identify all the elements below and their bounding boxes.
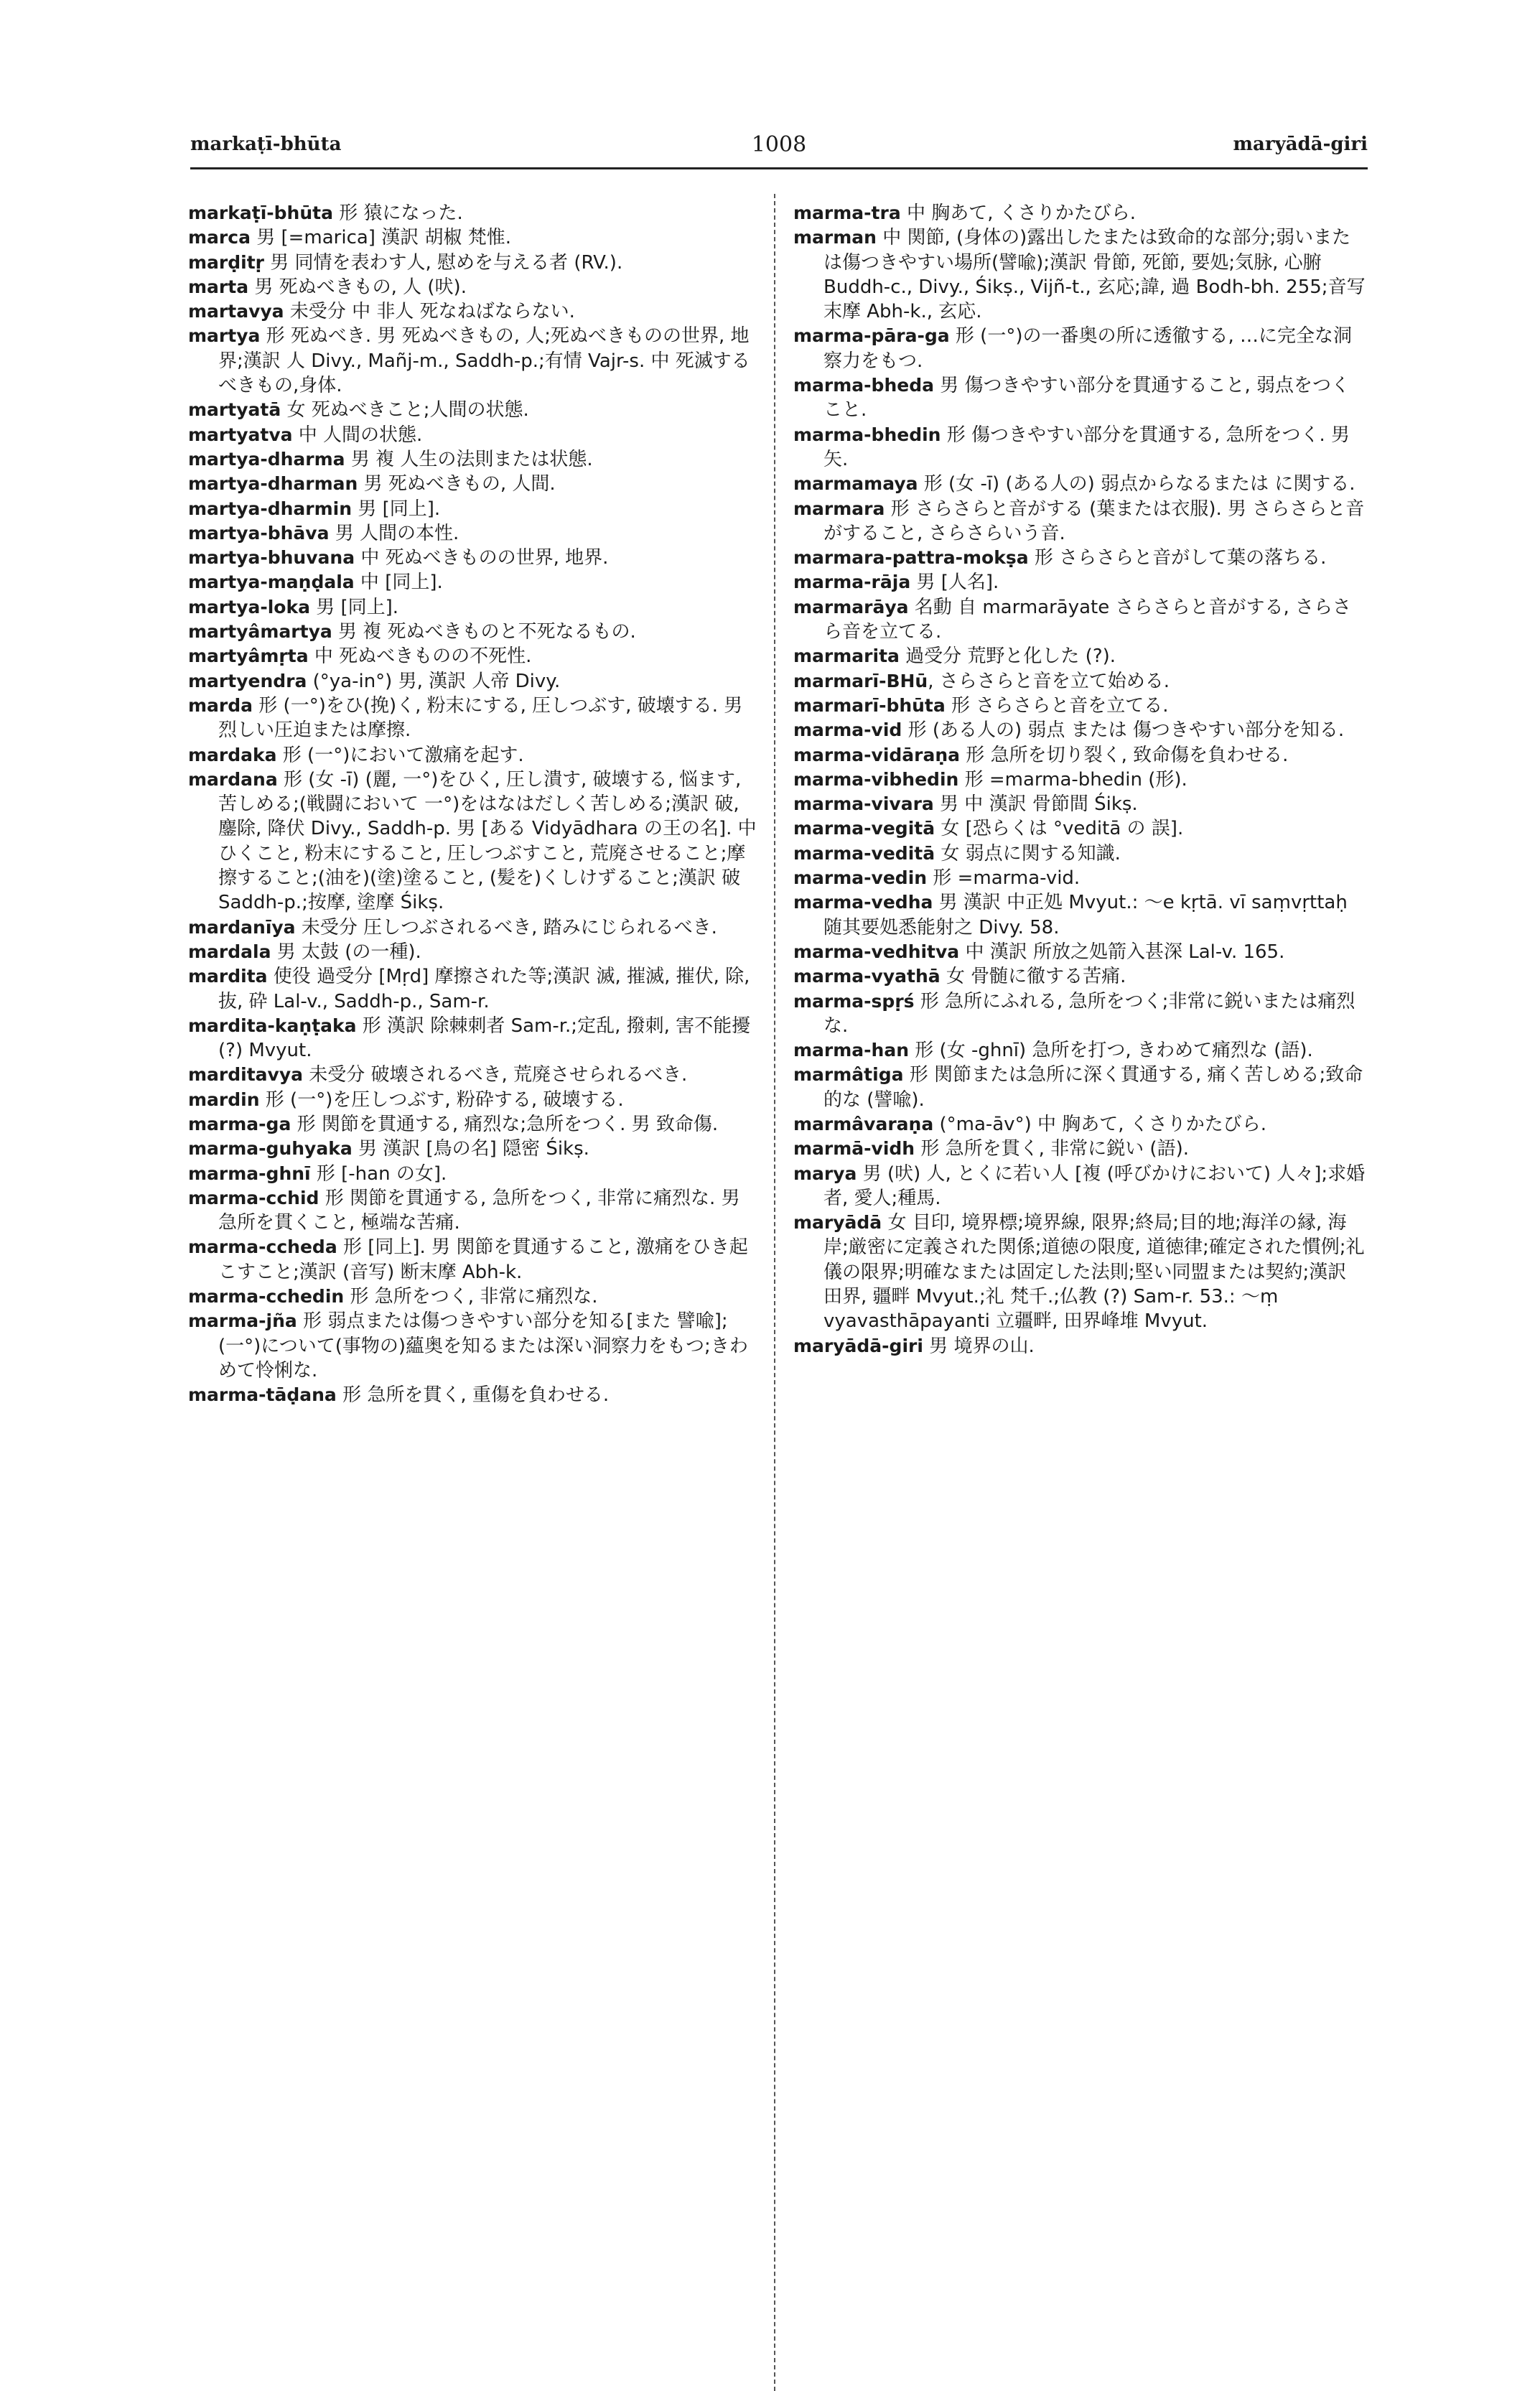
entry-headword: marma-tra bbox=[793, 202, 901, 223]
entry-definition: 未受分 中 非人 死なねばならない. bbox=[284, 301, 575, 323]
dictionary-entry bbox=[188, 743, 757, 768]
entry-headword: marmarāya bbox=[793, 596, 909, 617]
header-first-entry: markaṭī-bhūta bbox=[190, 134, 342, 155]
dictionary-entry bbox=[793, 1162, 1368, 1211]
dictionary-entry bbox=[188, 1235, 757, 1285]
dictionary-entry bbox=[793, 842, 1368, 866]
dictionary-entry bbox=[793, 1063, 1368, 1112]
entry-headword: marmara-pattra-mokṣa bbox=[793, 547, 1029, 569]
entry-definition: 名動 自 marmarāyate さらさらと音がする, さらさら音を立てる. bbox=[823, 596, 1352, 643]
entry-definition: 男 死ぬべきもの, 人間. bbox=[358, 473, 556, 495]
dictionary-entry bbox=[188, 1137, 757, 1161]
entry-definition: 形 (女 -ghnī) 急所を打つ, きわめて痛烈な (語). bbox=[909, 1040, 1313, 1062]
entry-definition: 形 関節を貫通する, 痛烈な;急所をつく. 男 致命傷. bbox=[291, 1113, 719, 1135]
entry-headword: martyâmṛta bbox=[188, 645, 309, 667]
entry-headword: marta bbox=[188, 276, 249, 297]
entry-definition: 中 死ぬべきものの不死性. bbox=[308, 645, 532, 668]
dictionary-entry bbox=[793, 718, 1368, 742]
entry-headword: mardita bbox=[188, 966, 268, 987]
entry-definition: 男 同情を表わす人, 慰めを与える者 (RV.). bbox=[264, 251, 623, 274]
entry-headword: marmā-vidh bbox=[793, 1138, 915, 1160]
entry-headword: mardin bbox=[188, 1089, 260, 1110]
entry-definition: 中 死ぬべきものの世界, 地界. bbox=[355, 547, 609, 569]
dictionary-entry bbox=[188, 1088, 757, 1112]
entry-headword: marma-vegitā bbox=[793, 818, 935, 839]
entry-definition: 男 漢訳 中正処 Mvyut.: ～e kṛtā. vī saṃvṛttaḥ 随其要処悉能射之 Divy. 58. bbox=[823, 892, 1348, 938]
entry-headword: marma-cchedin bbox=[188, 1286, 345, 1308]
dictionary-entry bbox=[793, 1137, 1368, 1161]
entry-headword: markaṭī-bhūta bbox=[188, 202, 333, 223]
dictionary-entry bbox=[188, 595, 757, 620]
dictionary-entry bbox=[793, 964, 1368, 989]
entry-definition: 形 さらさらと音がして葉の落ちる. bbox=[1028, 547, 1327, 569]
entry-headword: martya-bhāva bbox=[188, 522, 330, 544]
dictionary-entry bbox=[793, 225, 1368, 324]
entry-headword: martya-bhuvana bbox=[188, 547, 355, 569]
entry-headword: marma-ccheda bbox=[188, 1236, 337, 1258]
entry-headword: mardaka bbox=[188, 744, 277, 765]
entry-definition: 形 (一°)の一番奥の所に透徹する, …に完全な洞察力をもつ. bbox=[823, 325, 1353, 372]
entry-definition: 形 急所を貫く, 非常に鋭い (語). bbox=[915, 1138, 1189, 1160]
entry-definition: 中 関節, (身体の)露出したまたは致命的な部分;弱いまたは傷つきやすい場所(譬喩);漢訳 骨節, 死節, 要処;気脉, 心腑 Buddh-c., Divy., Śikṣ., Vijñ-t., 玄応;諱, 過 Bodh-bh. 255;音写 末摩 Abh-k., 玄応. bbox=[823, 227, 1366, 323]
dictionary-entry bbox=[793, 497, 1368, 546]
entry-definition: 形 =marma-bhedin (形). bbox=[958, 768, 1187, 791]
entry-definition: 形 (ある人の) 弱点 または 傷つきやすい部分を知る. bbox=[902, 719, 1345, 742]
entry-definition: 形 急所を切り裂く, 致命傷を負わせる. bbox=[960, 744, 1289, 766]
entry-definition: 形 関節または急所に深く貫通する, 痛く苦しめる;致命的な (譬喩). bbox=[823, 1064, 1363, 1111]
entry-definition: 女 死ぬべきこと;人間の状態. bbox=[281, 399, 529, 421]
left-column bbox=[188, 201, 757, 1408]
entry-definition: 形 =marma-vid. bbox=[927, 867, 1081, 890]
entry-headword: marmara bbox=[793, 498, 885, 519]
entry-definition: 女 骨髄に徹する苦痛. bbox=[940, 966, 1126, 988]
entry-headword: mardanīya bbox=[188, 916, 296, 938]
dictionary-entry bbox=[188, 694, 757, 743]
entry-headword: marmâvaraṇa bbox=[793, 1113, 934, 1134]
entry-definition: 男 境界の山. bbox=[923, 1335, 1035, 1357]
dictionary-entry bbox=[793, 792, 1368, 816]
dictionary-entry bbox=[793, 1211, 1368, 1333]
entry-headword: marmarī-bhūta bbox=[793, 694, 946, 716]
dictionary-entry bbox=[188, 521, 757, 546]
dictionary-entry bbox=[793, 989, 1368, 1039]
dictionary-entry bbox=[188, 225, 757, 250]
entry-headword: martya-maṇḍala bbox=[188, 572, 355, 593]
entry-headword: martya-loka bbox=[188, 596, 310, 617]
entry-headword: mardana bbox=[188, 768, 278, 790]
dictionary-entry bbox=[188, 1285, 757, 1309]
entry-headword: marma-ga bbox=[188, 1113, 291, 1134]
dictionary-entry bbox=[188, 251, 757, 275]
entry-headword: mardita-kaṇṭaka bbox=[188, 1015, 357, 1036]
entry-definition: 形 関節を貫通する, 急所をつく, 非常に痛烈な. 男 急所を貫くこと, 極端な苦痛. bbox=[218, 1187, 740, 1234]
entry-headword: marma-vidāraṇa bbox=[793, 744, 961, 765]
dictionary-entry bbox=[188, 1014, 757, 1063]
entry-headword: martavya bbox=[188, 301, 284, 322]
right-column bbox=[793, 201, 1368, 1358]
entry-definition: 中 漢訳 所放之処箭入甚深 Lal-v. 165. bbox=[959, 941, 1285, 963]
entry-definition: 形 急所を貫く, 重傷を負わせる. bbox=[336, 1384, 610, 1407]
dictionary-entry bbox=[793, 644, 1368, 668]
dictionary-entry bbox=[188, 201, 757, 225]
entry-headword: marma-han bbox=[793, 1040, 910, 1061]
entry-definition: 女 [恐らくは °veditā の 誤]. bbox=[935, 818, 1184, 840]
header-rule bbox=[190, 167, 1368, 169]
dictionary-entry bbox=[188, 472, 757, 496]
entry-definition: 中 人間の状態. bbox=[292, 424, 423, 446]
entry-headword: marmâtiga bbox=[793, 1064, 904, 1086]
entry-definition: 男 [=marica] 漢訳 胡椒 梵惟. bbox=[250, 227, 512, 249]
dictionary-entry bbox=[793, 816, 1368, 841]
entry-definition: 中 胸あて, くさりかたびら. bbox=[900, 202, 1137, 224]
entry-headword: marma-bhedin bbox=[793, 424, 941, 445]
dictionary-entry bbox=[793, 694, 1368, 718]
entry-definition: 女 弱点に関する知識. bbox=[935, 842, 1121, 864]
dictionary-entry bbox=[188, 964, 757, 1014]
entry-headword: marma-vedha bbox=[793, 892, 933, 913]
entry-headword: martyendra bbox=[188, 670, 307, 691]
entry-headword: marma-vedin bbox=[793, 867, 928, 889]
entry-headword: maryādā bbox=[793, 1212, 882, 1234]
entry-definition: 男 複 死ぬべきものと不死なるもの. bbox=[332, 621, 636, 643]
entry-headword: martyatā bbox=[188, 399, 281, 421]
dictionary-entry bbox=[188, 1063, 757, 1087]
dictionary-entry bbox=[188, 423, 757, 447]
entry-headword: martyâmartya bbox=[188, 621, 332, 643]
entry-definition: 男 人間の本性. bbox=[329, 522, 459, 544]
entry-definition: 形 (一°)をひ(挽)く, 粉末にする, 圧しつぶす, 破壊する. 男 烈しい圧迫または摩擦. bbox=[218, 694, 743, 742]
entry-definition: 男 [人名]. bbox=[910, 572, 999, 594]
dictionary-entry bbox=[793, 423, 1368, 472]
entry-definition: 男 [同上]. bbox=[352, 498, 441, 520]
entry-definition: , さらさらと音を立て始める. bbox=[928, 670, 1170, 692]
entry-definition: 男 死ぬべきもの, 人 (吠). bbox=[248, 276, 467, 298]
dictionary-entry bbox=[188, 768, 757, 915]
entry-headword: marma-ghnī bbox=[188, 1162, 311, 1184]
entry-headword: marḍitṛ bbox=[188, 251, 264, 273]
entry-definition: 形 (一°)を圧しつぶす, 粉砕する, 破壊する. bbox=[259, 1089, 624, 1111]
entry-definition: 形 漢訳 除棘刺者 Sam-r.;定乱, 撥刺, 害不能擾 (?) Mvyut. bbox=[218, 1015, 751, 1062]
entry-definition: 女 目印, 境界標;境界線, 限界;終局;目的地;海洋の縁, 海岸;厳密に定義された関係;道徳の限度, 道徳律;確定された慣例;礼儀の限界;明確なまたは固定した法則;堅い同盟または契約;漢訳 田界, 疆畔 Mvyut.;礼 梵千.;仏教 (?) Sam-r. 53.: ～ṃ vyavasthāpayanti 立疆畔, 田界峰堆 Mvyut. bbox=[823, 1212, 1365, 1333]
dictionary-entry bbox=[793, 1334, 1368, 1358]
entry-definition: (°ma-āv°) 中 胸あて, くさりかたびら. bbox=[933, 1113, 1267, 1135]
entry-headword: marditavya bbox=[188, 1064, 303, 1086]
entry-headword: marma-veditā bbox=[793, 842, 935, 864]
dictionary-entry bbox=[793, 570, 1368, 595]
entry-headword: martya-dharman bbox=[188, 473, 358, 495]
entry-definition: 形 猿になった. bbox=[332, 202, 463, 224]
dictionary-entry bbox=[793, 669, 1368, 694]
dictionary-entry bbox=[793, 866, 1368, 890]
entry-definition: 男 漢訳 [鳥の名] 隠密 Śikṣ. bbox=[352, 1138, 589, 1160]
entry-headword: marma-rāja bbox=[793, 572, 911, 593]
entry-headword: marda bbox=[188, 694, 253, 716]
entry-definition: 形 傷つきやすい部分を貫通する, 急所をつく. 男 矢. bbox=[823, 424, 1350, 470]
dictionary-entry bbox=[793, 1112, 1368, 1137]
entry-definition: 形 (一°)において激痛を起す. bbox=[276, 744, 524, 766]
dictionary-entry bbox=[188, 1309, 757, 1383]
entry-definition: 形 さらさらと音がする (葉または衣服). 男 さらさらと音がすること, さらさらいう音. bbox=[823, 498, 1365, 544]
dictionary-entry bbox=[188, 644, 757, 668]
entry-headword: marma-spṛś bbox=[793, 990, 915, 1012]
entry-definition: 男 中 漢訳 骨節間 Śikṣ. bbox=[933, 793, 1138, 816]
entry-headword: marmamaya bbox=[793, 473, 918, 495]
entry-headword: marmarita bbox=[793, 645, 900, 667]
entry-definition: 過受分 荒野と化した (?). bbox=[899, 645, 1116, 668]
dictionary-entry bbox=[793, 743, 1368, 768]
dictionary-entry bbox=[188, 940, 757, 964]
entry-headword: marma-cchid bbox=[188, 1187, 319, 1208]
entry-headword: marma-vid bbox=[793, 719, 902, 741]
dictionary-entry bbox=[793, 546, 1368, 570]
entry-headword: mardala bbox=[188, 941, 271, 962]
dictionary-entry bbox=[793, 940, 1368, 964]
entry-headword: martya-dharma bbox=[188, 448, 345, 470]
entry-headword: marma-vivara bbox=[793, 793, 934, 815]
entry-headword: marma-vibhedin bbox=[793, 768, 959, 790]
entry-definition: 形 (女 -ī) (麗, 一°)をひく, 圧し潰す, 破壊する, 悩ます, 苦しめる;(戦闘において 一°)をはなはだしく苦しめる;漢訳 破, 鏖除, 降伏 Divy., Saddh-p. 男 [ある Vidyādhara の王の名]. 中 ひくこと, 粉末にすること, 圧しつぶすこと, 荒廃させること;摩擦すること;(油を)(塗)塗ること, (髪を)くしけずること;漢訳 破 Saddh-p.;按摩, 塗摩 Śikṣ. bbox=[218, 768, 757, 914]
entry-headword: martya bbox=[188, 325, 261, 347]
entry-definition: 形 弱点または傷つきやすい部分を知る[また 譬喩];(一°)について(事物の)蘊奥を知るまたは深い洞察力をもつ;きわめて怜悧な. bbox=[218, 1310, 748, 1381]
dictionary-entry bbox=[188, 915, 757, 940]
dictionary-entry bbox=[188, 1112, 757, 1137]
entry-definition: 未受分 破壊されるべき, 荒廃させられるべき. bbox=[303, 1064, 688, 1086]
entry-headword: maryādā-giri bbox=[793, 1335, 923, 1356]
entry-headword: marma-bheda bbox=[793, 375, 934, 396]
entry-definition: 形 急所をつく, 非常に痛烈な. bbox=[344, 1286, 598, 1308]
entry-definition: 男 (吠) 人, とくに若い人 [複 (呼びかけにおいて) 人々];求婚者, 愛人;種馬. bbox=[823, 1162, 1366, 1209]
page-header bbox=[190, 128, 1368, 164]
entry-definition: 形 (女 -ī) (ある人の) 弱点からなるまたは に関する. bbox=[918, 473, 1355, 495]
dictionary-entry bbox=[188, 669, 757, 694]
entry-definition: 形 死ぬべき. 男 死ぬべきもの, 人;死ぬべきものの世界, 地界;漢訳 人 Divy., Mañj-m., Saddh-p.;有情 Vajr-s. 中 死滅するべきもの,身体. bbox=[218, 325, 750, 397]
dictionary-entry bbox=[188, 620, 757, 644]
entry-headword: marma-tāḍana bbox=[188, 1384, 337, 1406]
entry-definition: 男 傷つきやすい部分を貫通すること, 弱点をつくこと. bbox=[823, 375, 1350, 421]
entry-headword: marma-jña bbox=[188, 1310, 297, 1332]
entry-headword: martya-dharmin bbox=[188, 498, 353, 519]
entry-headword: martyatva bbox=[188, 424, 293, 445]
dictionary-entry bbox=[793, 324, 1368, 373]
dictionary-entry bbox=[188, 570, 757, 595]
entry-headword: marma-guhyaka bbox=[188, 1138, 353, 1160]
entry-headword: marma-vyathā bbox=[793, 966, 941, 987]
entry-headword: marman bbox=[793, 227, 877, 248]
dictionary-entry bbox=[188, 1383, 757, 1407]
dictionary-entry bbox=[793, 1038, 1368, 1063]
dictionary-entry bbox=[793, 595, 1368, 645]
entry-definition: 形 [同上]. 男 関節を貫通すること, 激痛をひき起こすこと;漢訳 (音写) 断末摩 Abh-k. bbox=[218, 1236, 748, 1283]
entry-headword: marmarī-BHū bbox=[793, 670, 928, 691]
dictionary-entry bbox=[188, 447, 757, 472]
entry-definition: 男 [同上]. bbox=[309, 596, 399, 618]
entry-definition: 中 [同上]. bbox=[354, 572, 443, 594]
dictionary-entry bbox=[188, 275, 757, 299]
dictionary-entry bbox=[793, 768, 1368, 792]
page-number: 1008 bbox=[751, 132, 807, 157]
dictionary-entry bbox=[188, 324, 757, 398]
dictionary-entry bbox=[793, 890, 1368, 940]
dictionary-entry bbox=[793, 201, 1368, 225]
dictionary-entry bbox=[188, 1186, 757, 1236]
column-divider bbox=[774, 194, 775, 2391]
entry-definition: 形 [-han の女]. bbox=[310, 1162, 447, 1185]
entry-definition: 形 さらさらと音を立てる. bbox=[945, 694, 1169, 717]
entry-definition: 形 急所にふれる, 急所をつく;非常に鋭いまたは痛烈な. bbox=[823, 990, 1355, 1037]
entry-headword: marya bbox=[793, 1162, 857, 1184]
entry-definition: (°ya-in°) 男, 漢訳 人帝 Divy. bbox=[307, 670, 561, 692]
dictionary-entry bbox=[188, 546, 757, 570]
entry-definition: 男 複 人生の法則または状態. bbox=[345, 448, 593, 470]
dictionary-entry bbox=[188, 497, 757, 521]
dictionary-entry bbox=[793, 373, 1368, 423]
dictionary-entry bbox=[793, 472, 1368, 496]
entry-definition: 使役 過受分 [Mṛd] 摩擦された等;漢訳 滅, 摧滅, 摧伏, 除, 抜, 砕 Lal-v., Saddh-p., Sam-r. bbox=[218, 966, 750, 1012]
entry-headword: marma-pāra-ga bbox=[793, 325, 950, 347]
entry-headword: marca bbox=[188, 227, 251, 248]
entry-headword: marma-vedhitva bbox=[793, 941, 960, 962]
entry-definition: 男 太鼓 (の一種). bbox=[271, 941, 421, 963]
entry-definition: 未受分 圧しつぶされるべき, 踏みにじられるべき. bbox=[295, 916, 717, 938]
dictionary-entry bbox=[188, 299, 757, 324]
dictionary-entry bbox=[188, 1162, 757, 1186]
header-last-entry: maryādā-giri bbox=[1233, 134, 1368, 155]
dictionary-entry bbox=[188, 398, 757, 422]
